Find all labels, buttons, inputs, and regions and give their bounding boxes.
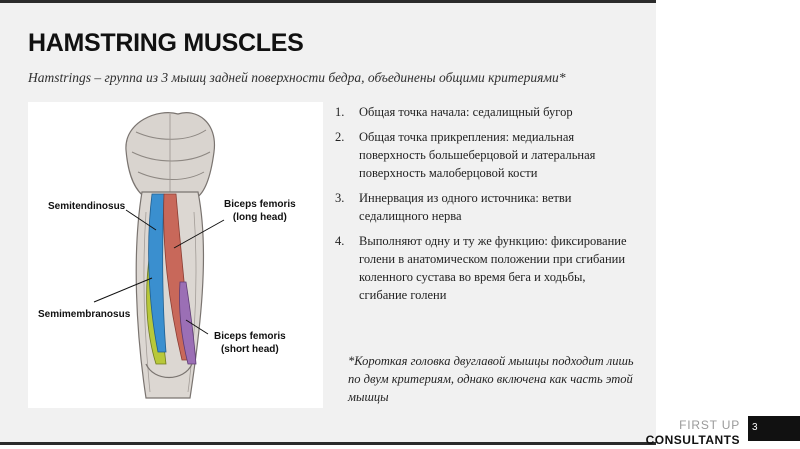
slide-title: HAMSTRING MUSCLES <box>28 29 304 57</box>
criteria-text: Общая точка прикрепления: медиальная поверхность большеберцовой и латеральная поверхность малоберцовой кости <box>359 130 596 180</box>
criteria-item: 4. Выполняют одну и ту же функцию: фиксирование голени в анатомическом положении при сгибании коленного сустава во время бега и ходьбы, сгибание голени <box>335 234 627 302</box>
label-biceps-femoris-long-head: Biceps femoris (long head) <box>224 199 296 223</box>
criteria-item: 2. Общая точка прикрепления: медиальная поверхность большеберцовой и латеральная поверхность малоберцовой кости <box>335 130 596 180</box>
label-semimembranosus: Semimembranosus <box>38 309 131 320</box>
label-biceps-femoris-short-head: Biceps femoris (short head) <box>214 331 286 355</box>
brand-line-2: CONSULTANTS <box>645 433 740 447</box>
criteria-item: 1. Общая точка начала: седалищный бугор <box>335 105 573 119</box>
anatomy-illustration <box>28 102 323 408</box>
label-semitendinosus: Semitendinosus <box>48 201 126 212</box>
page-number: 3 <box>752 422 758 433</box>
footnote: *Короткая головка двуглавой мышцы подходит лишь по двум критериям, однако включена как часть этой мышцы <box>348 354 634 404</box>
criteria-text: Общая точка начала: седалищный бугор <box>359 105 573 119</box>
hamstring-anatomy-figure <box>28 102 323 408</box>
criteria-text: Иннервация из одного источника: ветви седалищного нерва <box>359 191 572 223</box>
brand-logo <box>646 418 740 448</box>
brand-line-1: FIRST UP <box>679 418 740 432</box>
criteria-item: 3. Иннервация из одного источника: ветви седалищного нерва <box>335 191 572 223</box>
slide-subtitle: Hamstrings – группа из 3 мышц задней поверхности бедра, объединены общими критериями* <box>28 70 566 85</box>
criteria-list <box>335 103 635 311</box>
criteria-text: Выполняют одну и ту же функцию: фиксирование голени в анатомическом положении при сгибании коленного сустава во время бега и ходьбы, сгибание голени <box>359 234 627 302</box>
page-number-box <box>748 416 800 441</box>
